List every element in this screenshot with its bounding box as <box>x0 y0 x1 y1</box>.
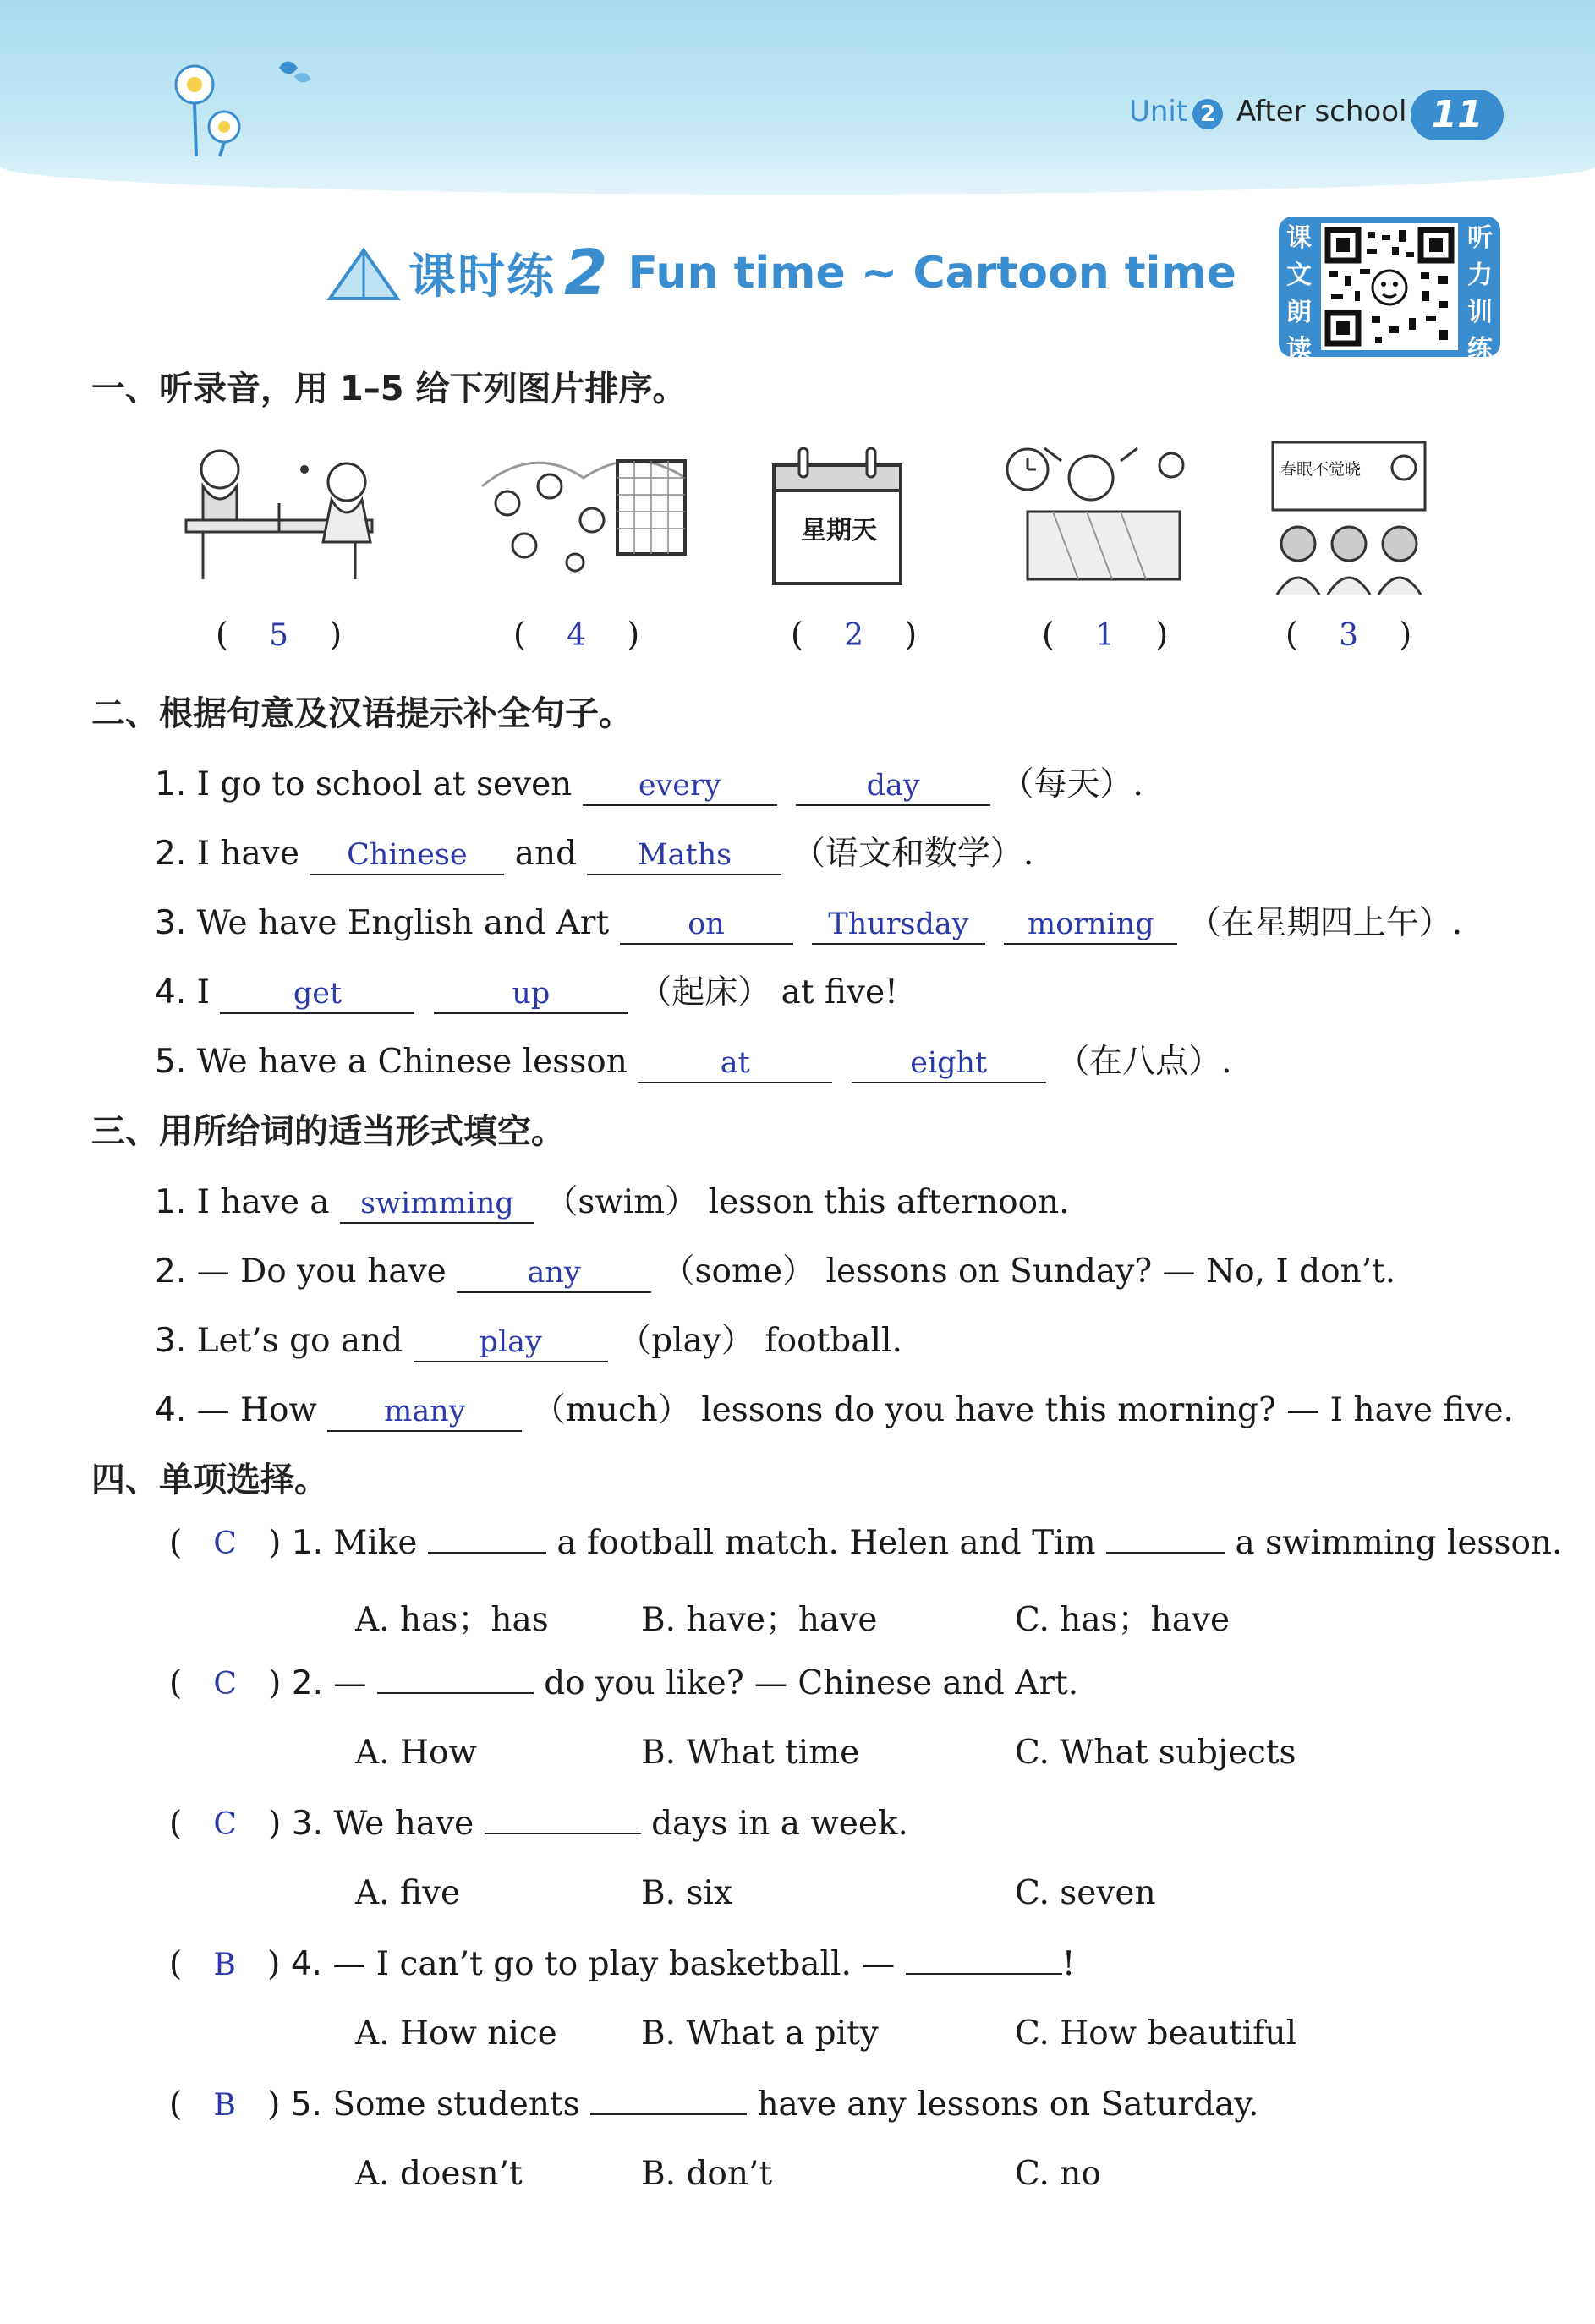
section2-heading: 二、根据句意及汉语提示补全句子。 <box>91 694 633 733</box>
answer-blank[interactable]: at <box>638 1044 832 1083</box>
option-b[interactable]: B. don’t <box>641 2155 773 2193</box>
answer-blank[interactable]: eight <box>852 1044 1046 1083</box>
option-b[interactable]: B. six <box>641 1874 732 1912</box>
s4-question-5: ( B ) 5. Some students have any lessons on Saturday. <box>169 2086 1259 2124</box>
qr-code-icon[interactable] <box>1321 223 1458 350</box>
calendar-text: 星期天 <box>801 516 877 545</box>
s2-item-2: 2. I have Chinese and Maths （语文和数学）. <box>155 827 1033 875</box>
qr-left-char: 文 <box>1286 260 1312 290</box>
lesson-title <box>326 235 1236 311</box>
option-c[interactable]: C. has；have <box>1015 1601 1231 1639</box>
answer-blank[interactable] <box>485 1833 641 1834</box>
classroom-picture <box>1269 438 1438 599</box>
lesson-number: 2 <box>564 237 608 310</box>
answer-blank[interactable]: Chinese <box>310 836 504 875</box>
choice-answer[interactable]: C <box>213 1667 237 1702</box>
answer-blank[interactable]: up <box>434 975 628 1014</box>
s3-item-3: 3. Let’s go and play （play） football. <box>155 1314 902 1362</box>
option-c[interactable]: C. What subjects <box>1015 1734 1296 1772</box>
option-a[interactable]: A. has；has <box>355 1601 549 1639</box>
answer-blank[interactable]: day <box>796 767 990 806</box>
answer-blank[interactable]: morning <box>1004 906 1177 945</box>
answer-blank[interactable]: swimming <box>340 1185 534 1224</box>
table-tennis-picture <box>178 436 406 592</box>
answer-blank[interactable]: any <box>457 1254 651 1293</box>
option-a[interactable]: A. How nice <box>355 2014 557 2053</box>
choice-answer[interactable]: B <box>213 2088 236 2123</box>
answer-blank[interactable] <box>377 1692 534 1694</box>
order-answer-4: ( 1 ) <box>1042 616 1169 653</box>
qr-left-char: 朗 <box>1286 298 1312 327</box>
choice-answer[interactable]: B <box>213 1948 236 1982</box>
answer-blank[interactable]: Maths <box>587 836 781 875</box>
s4-question-2: ( C ) 2. — do you like? — Chinese and Art. <box>169 1664 1079 1702</box>
s2-item-4: 4. I get up （起床） at five! <box>155 966 898 1014</box>
unit-label <box>1129 95 1228 129</box>
flower-decoration-icon <box>161 51 347 161</box>
choice-answer[interactable]: C <box>213 1526 237 1561</box>
s3-item-2: 2. — Do you have any （some） lessons on Sunday? — No, I don’t. <box>155 1245 1395 1293</box>
qr-left-char: 读 <box>1286 335 1312 364</box>
unit-text: Unit <box>1129 95 1188 129</box>
answer-blank[interactable] <box>590 2113 747 2115</box>
qr-right-char: 练 <box>1467 335 1493 364</box>
qr-label-left <box>1280 217 1318 364</box>
answer-blank[interactable]: Thursday <box>812 906 985 945</box>
answer-blank[interactable]: on <box>620 906 793 945</box>
s3-item-1: 1. I have a swimming （swim） lesson this afternoon. <box>155 1176 1070 1224</box>
answer-blank[interactable] <box>906 1973 1062 1975</box>
answer-blank[interactable]: get <box>220 975 414 1014</box>
order-answer-1: ( 5 ) <box>216 616 343 653</box>
qr-right-char: 力 <box>1467 260 1493 290</box>
unit-title: After school <box>1236 95 1407 129</box>
page-number: 11 <box>1411 90 1504 140</box>
section1-heading: 一、听录音，用 1–5 给下列图片排序。 <box>91 370 687 408</box>
qr-right-char: 训 <box>1467 298 1493 327</box>
s4-question-3: ( C ) 3. We have days in a week. <box>169 1805 908 1843</box>
qr-label-right <box>1461 217 1499 364</box>
answer-blank[interactable]: every <box>583 767 777 806</box>
option-a[interactable]: A. five <box>355 1874 461 1912</box>
section4-heading: 四、单项选择。 <box>91 1461 328 1499</box>
option-b[interactable]: B. What time <box>641 1734 860 1772</box>
football-picture <box>474 436 693 592</box>
answer-blank[interactable]: play <box>414 1324 608 1362</box>
blackboard-text: 春眠不觉晓 <box>1280 460 1362 479</box>
lesson-title-cn: 课时练 <box>408 249 556 304</box>
option-b[interactable]: B. have；have <box>641 1601 878 1639</box>
order-answer-5: ( 3 ) <box>1285 616 1412 653</box>
get-up-picture <box>1002 436 1197 592</box>
s2-item-3: 3. We have English and Art on Thursday morning （在星期四上午）. <box>155 896 1462 945</box>
answer-blank[interactable] <box>428 1552 546 1554</box>
qr-code-panel[interactable] <box>1279 217 1500 364</box>
option-c[interactable]: C. How beautiful <box>1015 2014 1297 2053</box>
answer-blank[interactable]: many <box>327 1393 522 1432</box>
option-a[interactable]: A. doesn’t <box>355 2155 523 2193</box>
s4-question-1: ( C ) 1. Mike a football match. Helen and Tim a swimming lesson. <box>169 1524 1563 1562</box>
option-a[interactable]: A. How <box>355 1734 477 1772</box>
s3-item-4: 4. — How many （much） lessons do you have this morning? — I have five. <box>155 1384 1514 1432</box>
order-answer-3: ( 2 ) <box>791 616 918 653</box>
calendar-picture <box>765 440 913 592</box>
order-answer-2: ( 4 ) <box>513 616 640 653</box>
option-c[interactable]: C. no <box>1015 2155 1101 2193</box>
qr-left-char: 课 <box>1286 223 1312 253</box>
option-b[interactable]: B. What a pity <box>641 2014 879 2053</box>
choice-answer[interactable]: C <box>213 1807 237 1842</box>
lesson-title-en: Fun time ~ Cartoon time <box>628 248 1236 299</box>
qr-right-char: 听 <box>1467 223 1493 253</box>
s2-item-5: 5. We have a Chinese lesson at eight （在八点）. <box>155 1035 1231 1083</box>
s2-item-1: 1. I go to school at seven every day （每天）. <box>155 758 1143 806</box>
tent-icon <box>326 244 402 303</box>
answer-blank[interactable] <box>1106 1552 1225 1554</box>
section3-heading: 三、用所给词的适当形式填空。 <box>91 1112 565 1151</box>
unit-number-badge: 2 <box>1192 99 1223 129</box>
s4-question-4: ( B ) 4. — I can’t go to play basketball. — ! <box>169 1945 1076 1983</box>
option-c[interactable]: C. seven <box>1015 1874 1156 1912</box>
